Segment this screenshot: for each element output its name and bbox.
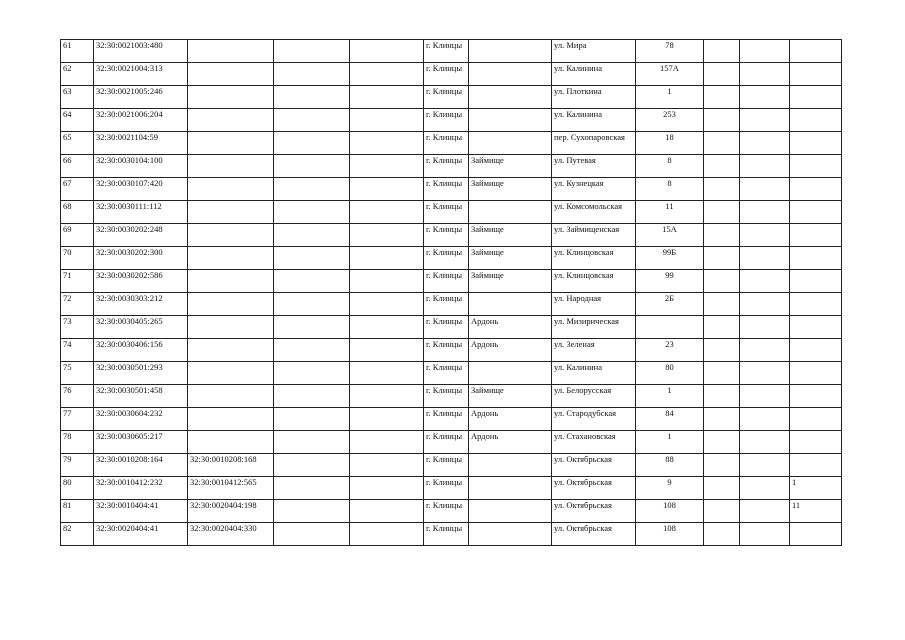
cell-count <box>790 523 842 546</box>
cell-count <box>790 109 842 132</box>
cadastral-number: 32:30:0030202:586 <box>94 270 188 293</box>
cell-empty <box>274 63 350 86</box>
cadastral-number: 32:30:0021003:480 <box>94 40 188 63</box>
house-number: 108 <box>636 500 704 523</box>
cell-empty <box>350 523 424 546</box>
street-name: ул. Калинина <box>552 362 636 385</box>
table-row <box>61 477 842 500</box>
street-name: ул. Народная <box>552 293 636 316</box>
city-name: г. Клинцы <box>424 247 469 270</box>
cell-empty <box>274 201 350 224</box>
cell-empty <box>740 362 790 385</box>
cell-empty <box>740 316 790 339</box>
cell-empty <box>704 477 740 500</box>
table-row <box>61 316 842 339</box>
cell-empty <box>704 109 740 132</box>
cell-empty <box>274 477 350 500</box>
cell-count <box>790 454 842 477</box>
cell-empty <box>350 339 424 362</box>
cell-count <box>790 270 842 293</box>
cell-empty <box>704 500 740 523</box>
street-name: ул. Стародубская <box>552 408 636 431</box>
house-number: 99Б <box>636 247 704 270</box>
table-row <box>61 109 842 132</box>
cadastral-number: 32:30:0010412:232 <box>94 477 188 500</box>
table-row <box>61 500 842 523</box>
street-name: ул. Октябрьская <box>552 500 636 523</box>
house-number: 108 <box>636 523 704 546</box>
building-cadastral-number: 32:30:0010412:565 <box>188 477 274 500</box>
cell-empty <box>704 362 740 385</box>
cell-count <box>790 408 842 431</box>
street-name: ул. Займищенская <box>552 224 636 247</box>
house-number: 84 <box>636 408 704 431</box>
cell-empty <box>274 247 350 270</box>
district-name <box>469 454 552 477</box>
cell-empty <box>740 155 790 178</box>
table-row <box>61 454 842 477</box>
city-name: г. Клинцы <box>424 109 469 132</box>
cell-empty <box>274 86 350 109</box>
street-name: ул. Мира <box>552 40 636 63</box>
table-row <box>61 40 842 63</box>
row-number: 67 <box>61 178 94 201</box>
street-name: ул. Комсомольская <box>552 201 636 224</box>
cell-empty <box>274 316 350 339</box>
table-row <box>61 270 842 293</box>
table-row <box>61 178 842 201</box>
cell-empty <box>274 109 350 132</box>
building-cadastral-number <box>188 86 274 109</box>
table-row <box>61 523 842 546</box>
building-cadastral-number <box>188 224 274 247</box>
city-name: г. Клинцы <box>424 316 469 339</box>
district-name: Займище <box>469 178 552 201</box>
cell-empty <box>274 362 350 385</box>
cell-empty <box>274 408 350 431</box>
cell-count <box>790 178 842 201</box>
district-name <box>469 500 552 523</box>
cell-empty <box>740 201 790 224</box>
cell-empty <box>740 477 790 500</box>
city-name: г. Клинцы <box>424 523 469 546</box>
building-cadastral-number <box>188 40 274 63</box>
cell-empty <box>350 40 424 63</box>
building-cadastral-number <box>188 339 274 362</box>
cadastral-number: 32:30:0030501:293 <box>94 362 188 385</box>
cell-empty <box>740 63 790 86</box>
table-row <box>61 132 842 155</box>
cell-empty <box>350 431 424 454</box>
district-name: Ардонь <box>469 339 552 362</box>
cell-empty <box>274 385 350 408</box>
street-name: ул. Путевая <box>552 155 636 178</box>
cadastral-number: 32:30:0030605:217 <box>94 431 188 454</box>
city-name: г. Клинцы <box>424 293 469 316</box>
cell-empty <box>274 431 350 454</box>
street-name: ул. Мизирическая <box>552 316 636 339</box>
house-number: 8 <box>636 178 704 201</box>
cell-empty <box>350 86 424 109</box>
table-row <box>61 201 842 224</box>
cell-empty <box>350 63 424 86</box>
cell-empty <box>350 224 424 247</box>
cell-empty <box>740 385 790 408</box>
cell-empty <box>740 224 790 247</box>
city-name: г. Клинцы <box>424 224 469 247</box>
row-number: 68 <box>61 201 94 224</box>
district-name: Займище <box>469 155 552 178</box>
row-number: 82 <box>61 523 94 546</box>
cell-empty <box>740 500 790 523</box>
cadastral-number: 32:30:0030405:265 <box>94 316 188 339</box>
district-name: Займище <box>469 385 552 408</box>
city-name: г. Клинцы <box>424 454 469 477</box>
row-number: 80 <box>61 477 94 500</box>
cadastral-number: 32:30:0030202:248 <box>94 224 188 247</box>
cadastral-number: 32:30:0030111:112 <box>94 201 188 224</box>
cell-empty <box>740 339 790 362</box>
house-number: 1 <box>636 86 704 109</box>
city-name: г. Клинцы <box>424 431 469 454</box>
cell-empty <box>740 178 790 201</box>
cell-empty <box>704 201 740 224</box>
street-name: ул. Калинина <box>552 63 636 86</box>
table-row <box>61 431 842 454</box>
cell-count <box>790 63 842 86</box>
city-name: г. Клинцы <box>424 385 469 408</box>
row-number: 75 <box>61 362 94 385</box>
cell-empty <box>704 132 740 155</box>
cell-empty <box>274 523 350 546</box>
cell-empty <box>704 408 740 431</box>
cell-empty <box>274 500 350 523</box>
cell-empty <box>704 293 740 316</box>
cell-count: 11 <box>790 500 842 523</box>
house-number: 78 <box>636 40 704 63</box>
cell-empty <box>274 40 350 63</box>
district-name <box>469 86 552 109</box>
district-name: Ардонь <box>469 316 552 339</box>
house-number: 18 <box>636 132 704 155</box>
row-number: 77 <box>61 408 94 431</box>
city-name: г. Клинцы <box>424 155 469 178</box>
row-number: 69 <box>61 224 94 247</box>
row-number: 65 <box>61 132 94 155</box>
cell-empty <box>704 247 740 270</box>
cadastral-number: 32:30:0030303:212 <box>94 293 188 316</box>
street-name: пер. Сухопаровская <box>552 132 636 155</box>
building-cadastral-number <box>188 385 274 408</box>
row-number: 76 <box>61 385 94 408</box>
cell-empty <box>350 362 424 385</box>
building-cadastral-number <box>188 431 274 454</box>
district-name <box>469 109 552 132</box>
city-name: г. Клинцы <box>424 339 469 362</box>
building-cadastral-number <box>188 132 274 155</box>
street-name: ул. Кузнецкая <box>552 178 636 201</box>
cadastral-number: 32:30:0020404:41 <box>94 523 188 546</box>
cell-empty <box>350 385 424 408</box>
cell-count <box>790 316 842 339</box>
row-number: 63 <box>61 86 94 109</box>
city-name: г. Клинцы <box>424 63 469 86</box>
district-name <box>469 40 552 63</box>
district-name <box>469 523 552 546</box>
street-name: ул. Белорусская <box>552 385 636 408</box>
cadastral-number: 32:30:0021006:204 <box>94 109 188 132</box>
cadastral-number: 32:30:0010404:41 <box>94 500 188 523</box>
building-cadastral-number: 32:30:0020404:330 <box>188 523 274 546</box>
row-number: 81 <box>61 500 94 523</box>
street-name: ул. Клинцовская <box>552 247 636 270</box>
row-number: 62 <box>61 63 94 86</box>
table-row <box>61 86 842 109</box>
cell-count <box>790 293 842 316</box>
building-cadastral-number <box>188 109 274 132</box>
cell-empty <box>704 40 740 63</box>
house-number: 1 <box>636 385 704 408</box>
table-row <box>61 385 842 408</box>
district-name <box>469 362 552 385</box>
building-cadastral-number: 32:30:0010208:168 <box>188 454 274 477</box>
cell-empty <box>274 178 350 201</box>
district-name: Займище <box>469 224 552 247</box>
house-number: 157А <box>636 63 704 86</box>
cell-empty <box>704 316 740 339</box>
cell-empty <box>350 500 424 523</box>
house-number: 80 <box>636 362 704 385</box>
cell-empty <box>350 293 424 316</box>
cell-empty <box>704 155 740 178</box>
cell-empty <box>704 454 740 477</box>
city-name: г. Клинцы <box>424 201 469 224</box>
table-row <box>61 362 842 385</box>
city-name: г. Клинцы <box>424 408 469 431</box>
city-name: г. Клинцы <box>424 132 469 155</box>
cell-empty <box>274 155 350 178</box>
cell-empty <box>704 86 740 109</box>
house-number <box>636 316 704 339</box>
cadastral-number: 32:30:0030104:100 <box>94 155 188 178</box>
building-cadastral-number: 32:30:0020404:198 <box>188 500 274 523</box>
cell-empty <box>740 109 790 132</box>
cell-count <box>790 339 842 362</box>
street-name: ул. Плоткина <box>552 86 636 109</box>
cell-empty <box>274 293 350 316</box>
cadastral-number: 32:30:0030604:232 <box>94 408 188 431</box>
cell-empty <box>350 201 424 224</box>
street-name: ул. Октябрьская <box>552 454 636 477</box>
cell-empty <box>350 155 424 178</box>
row-number: 79 <box>61 454 94 477</box>
cell-empty <box>704 385 740 408</box>
property-registry-table <box>60 39 842 546</box>
district-name <box>469 132 552 155</box>
row-number: 70 <box>61 247 94 270</box>
cell-empty <box>274 224 350 247</box>
building-cadastral-number <box>188 270 274 293</box>
building-cadastral-number <box>188 201 274 224</box>
house-number: 2Б <box>636 293 704 316</box>
cell-count <box>790 155 842 178</box>
row-number: 72 <box>61 293 94 316</box>
cell-empty <box>704 63 740 86</box>
cell-empty <box>274 270 350 293</box>
street-name: ул. Калинина <box>552 109 636 132</box>
row-number: 71 <box>61 270 94 293</box>
cell-count <box>790 224 842 247</box>
table-row <box>61 155 842 178</box>
city-name: г. Клинцы <box>424 40 469 63</box>
cadastral-number: 32:30:0030107:420 <box>94 178 188 201</box>
house-number: 1 <box>636 431 704 454</box>
cell-empty <box>350 178 424 201</box>
building-cadastral-number <box>188 362 274 385</box>
building-cadastral-number <box>188 247 274 270</box>
cadastral-number: 32:30:0030406:156 <box>94 339 188 362</box>
cell-empty <box>704 523 740 546</box>
cell-empty <box>350 132 424 155</box>
cell-empty <box>704 270 740 293</box>
district-name <box>469 477 552 500</box>
cell-empty <box>350 247 424 270</box>
cell-count <box>790 247 842 270</box>
cell-empty <box>740 270 790 293</box>
cell-count: 1 <box>790 477 842 500</box>
cell-empty <box>704 224 740 247</box>
row-number: 61 <box>61 40 94 63</box>
cadastral-number: 32:30:0030501:458 <box>94 385 188 408</box>
cadastral-number: 32:30:0021104:59 <box>94 132 188 155</box>
cell-empty <box>704 339 740 362</box>
house-number: 9 <box>636 477 704 500</box>
building-cadastral-number <box>188 293 274 316</box>
row-number: 66 <box>61 155 94 178</box>
building-cadastral-number <box>188 155 274 178</box>
house-number: 8 <box>636 155 704 178</box>
registry-table-body <box>61 40 842 546</box>
cell-empty <box>704 431 740 454</box>
district-name <box>469 201 552 224</box>
house-number: 23 <box>636 339 704 362</box>
house-number: 99 <box>636 270 704 293</box>
table-row <box>61 293 842 316</box>
city-name: г. Клинцы <box>424 270 469 293</box>
table-row <box>61 63 842 86</box>
cell-empty <box>740 454 790 477</box>
building-cadastral-number <box>188 408 274 431</box>
cell-empty <box>740 132 790 155</box>
street-name: ул. Стахановская <box>552 431 636 454</box>
row-number: 73 <box>61 316 94 339</box>
house-number: 88 <box>636 454 704 477</box>
row-number: 78 <box>61 431 94 454</box>
cell-empty <box>274 339 350 362</box>
city-name: г. Клинцы <box>424 477 469 500</box>
street-name: ул. Зеленая <box>552 339 636 362</box>
city-name: г. Клинцы <box>424 362 469 385</box>
cell-empty <box>274 132 350 155</box>
cell-empty <box>350 316 424 339</box>
cell-empty <box>740 40 790 63</box>
cell-count <box>790 132 842 155</box>
cell-count <box>790 431 842 454</box>
row-number: 74 <box>61 339 94 362</box>
district-name: Займище <box>469 270 552 293</box>
street-name: ул. Октябрьская <box>552 477 636 500</box>
cell-empty <box>740 523 790 546</box>
table-row <box>61 247 842 270</box>
city-name: г. Клинцы <box>424 500 469 523</box>
table-row <box>61 339 842 362</box>
cadastral-number: 32:30:0030202:300 <box>94 247 188 270</box>
cell-count <box>790 86 842 109</box>
row-number: 64 <box>61 109 94 132</box>
city-name: г. Клинцы <box>424 178 469 201</box>
cell-empty <box>740 86 790 109</box>
cell-empty <box>740 293 790 316</box>
cell-empty <box>274 454 350 477</box>
cell-empty <box>704 178 740 201</box>
table-row <box>61 408 842 431</box>
table-row <box>61 224 842 247</box>
cell-empty <box>350 454 424 477</box>
cell-count <box>790 385 842 408</box>
district-name: Займище <box>469 247 552 270</box>
house-number: 15А <box>636 224 704 247</box>
district-name: Ардонь <box>469 431 552 454</box>
street-name: ул. Октябрьская <box>552 523 636 546</box>
cadastral-number: 32:30:0021005:246 <box>94 86 188 109</box>
city-name: г. Клинцы <box>424 86 469 109</box>
street-name: ул. Клинцовская <box>552 270 636 293</box>
building-cadastral-number <box>188 178 274 201</box>
cadastral-number: 32:30:0010208:164 <box>94 454 188 477</box>
cell-empty <box>350 270 424 293</box>
cell-count <box>790 362 842 385</box>
cell-empty <box>740 408 790 431</box>
district-name <box>469 293 552 316</box>
house-number: 253 <box>636 109 704 132</box>
cell-empty <box>740 431 790 454</box>
cell-empty <box>350 109 424 132</box>
cell-empty <box>350 408 424 431</box>
building-cadastral-number <box>188 316 274 339</box>
cell-count <box>790 201 842 224</box>
cadastral-number: 32:30:0021004:313 <box>94 63 188 86</box>
district-name: Ардонь <box>469 408 552 431</box>
building-cadastral-number <box>188 63 274 86</box>
cell-empty <box>740 247 790 270</box>
district-name <box>469 63 552 86</box>
cell-count <box>790 40 842 63</box>
house-number: 11 <box>636 201 704 224</box>
cell-empty <box>350 477 424 500</box>
